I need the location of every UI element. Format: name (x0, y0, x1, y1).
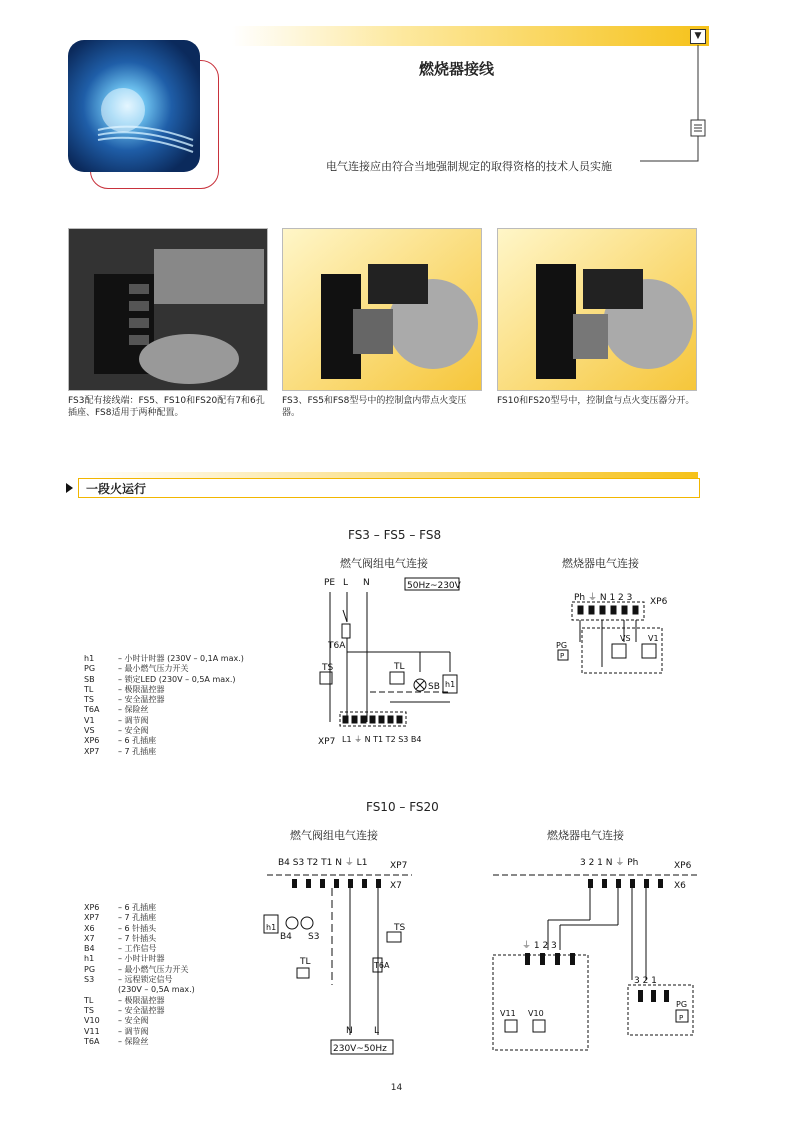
diagram1-burner-wiring (552, 572, 682, 682)
label-xp7: XP7 (318, 737, 336, 747)
label-tl: TL (394, 662, 405, 672)
xp6-pins-2: 3 2 1 N ⏚ Ph (580, 858, 639, 868)
header-bar (232, 26, 709, 46)
label-xp6: XP6 (650, 597, 668, 607)
fuse-label: T6A (328, 641, 346, 651)
caption-2: FS3、FS5和FS8型号中的控制盒内带点火变压器。 (282, 396, 467, 418)
diagram1-title: FS3 – FS5 – FS8 (348, 528, 442, 542)
xp6-pins: Ph ⏚ N 1 2 3 (574, 593, 633, 603)
supply-label: 50Hz~230V (407, 581, 461, 591)
label-ts-2: TS (394, 923, 406, 933)
section-title: 一段火运行 (86, 482, 147, 496)
page-number: 14 (390, 1083, 403, 1093)
label-pg-2: PG (676, 1000, 688, 1009)
label-vs: VS (620, 634, 631, 643)
label-b4: B4 (280, 932, 292, 942)
xp7-pins-2: B4 S3 T2 T1 N ⏚ L1 (278, 858, 368, 868)
label-v1: V1 (648, 634, 659, 643)
pins-b: 3 2 1 (634, 976, 657, 986)
diagram2-left-subtitle: 燃气阀组电气连接 (290, 829, 378, 842)
chevron-down-icon[interactable]: ▼ (690, 29, 706, 44)
label-sb: SB (428, 682, 440, 692)
label-pe: PE (324, 578, 336, 588)
diagram2-title: FS10 – FS20 (366, 800, 439, 814)
label-p: P (560, 652, 565, 660)
label-l: L (343, 578, 349, 588)
diagram1-left-subtitle: 燃气阀组电气连接 (340, 557, 428, 570)
label-n-2: N (346, 1026, 353, 1036)
page-title: 燃烧器接线 (418, 60, 494, 78)
legend-1: h1 – 小时计时器 (230V – 0,1A max.) PG – 最小燃气压力开关 SB – 锁定LED (230V – 0,5A max.) TL – 极限温控器 TS – 安全温控器 T6A – 保险丝 V1 – 调节阀 VS – 安全阀 XP6 – 6 孔插座 XP7 – 7 孔插座 (84, 654, 244, 756)
label-xp7-2: XP7 (390, 861, 408, 871)
label-pg: PG (556, 641, 568, 650)
diagram2-burner-wiring (488, 850, 708, 1060)
label-n: N (363, 578, 370, 588)
supply-label-2: 230V~50Hz (333, 1044, 387, 1054)
xp7-pins: L1 ⏚ N T1 T2 S3 B4 (342, 735, 422, 744)
label-xp6-2: XP6 (674, 861, 692, 871)
header-connector (640, 40, 720, 170)
label-v11: V11 (500, 1009, 516, 1018)
legend-2: XP6 – 6 孔插座 XP7 – 7 孔插座 X6 – 6 针插头 X7 – 7 针插头 B4 – 工作信号 h1 – 小时计时器 PG – 最小燃气压力开关 S3 – 远程锁定信号 (230V – 0,5A max.) TL – 极限温控器 TS – 安全温控器 V10 – 安全阀 V11 – 调节阀 T6A – 保险丝 (84, 903, 195, 1046)
label-p-2: P (679, 1014, 684, 1022)
photo-fs10-fs20 (497, 228, 697, 391)
page-subtitle: 电气连接应由符合当地强制规定的取得资格的技术人员实施 (326, 160, 612, 173)
arrow-right-icon (66, 483, 73, 493)
diagram1-right-subtitle: 燃烧器电气连接 (562, 557, 639, 570)
label-x7: X7 (390, 881, 402, 891)
fuse-label-2: T6A (374, 961, 390, 970)
section-header (66, 472, 698, 498)
label-tl-2: TL (300, 957, 311, 967)
label-x6: X6 (674, 881, 686, 891)
diagram1-gas-valve-wiring (310, 572, 480, 762)
hero-image (68, 40, 200, 172)
caption-1: FS3配有接线端：FS5、FS10和FS20配有7和6孔插座、FS8适用于两种配置。 (68, 396, 265, 418)
label-v10: V10 (528, 1009, 544, 1018)
pins-a: ⏚ 1 2 3 (522, 941, 557, 951)
photo-fs3-fs5-fs8 (282, 228, 482, 391)
photo-terminal-block (68, 228, 268, 391)
label-h1: h1 (445, 680, 456, 689)
diagram2-right-subtitle: 燃烧器电气连接 (547, 829, 624, 842)
diagram2-gas-valve-wiring (262, 850, 422, 1060)
label-l-2: L (374, 1026, 380, 1036)
label-s3: S3 (308, 932, 320, 942)
caption-3: FS10和FS20型号中，控制盒与点火变压器分开。 (497, 396, 695, 406)
label-h1-2: h1 (266, 923, 277, 932)
label-ts: TS (322, 663, 334, 673)
